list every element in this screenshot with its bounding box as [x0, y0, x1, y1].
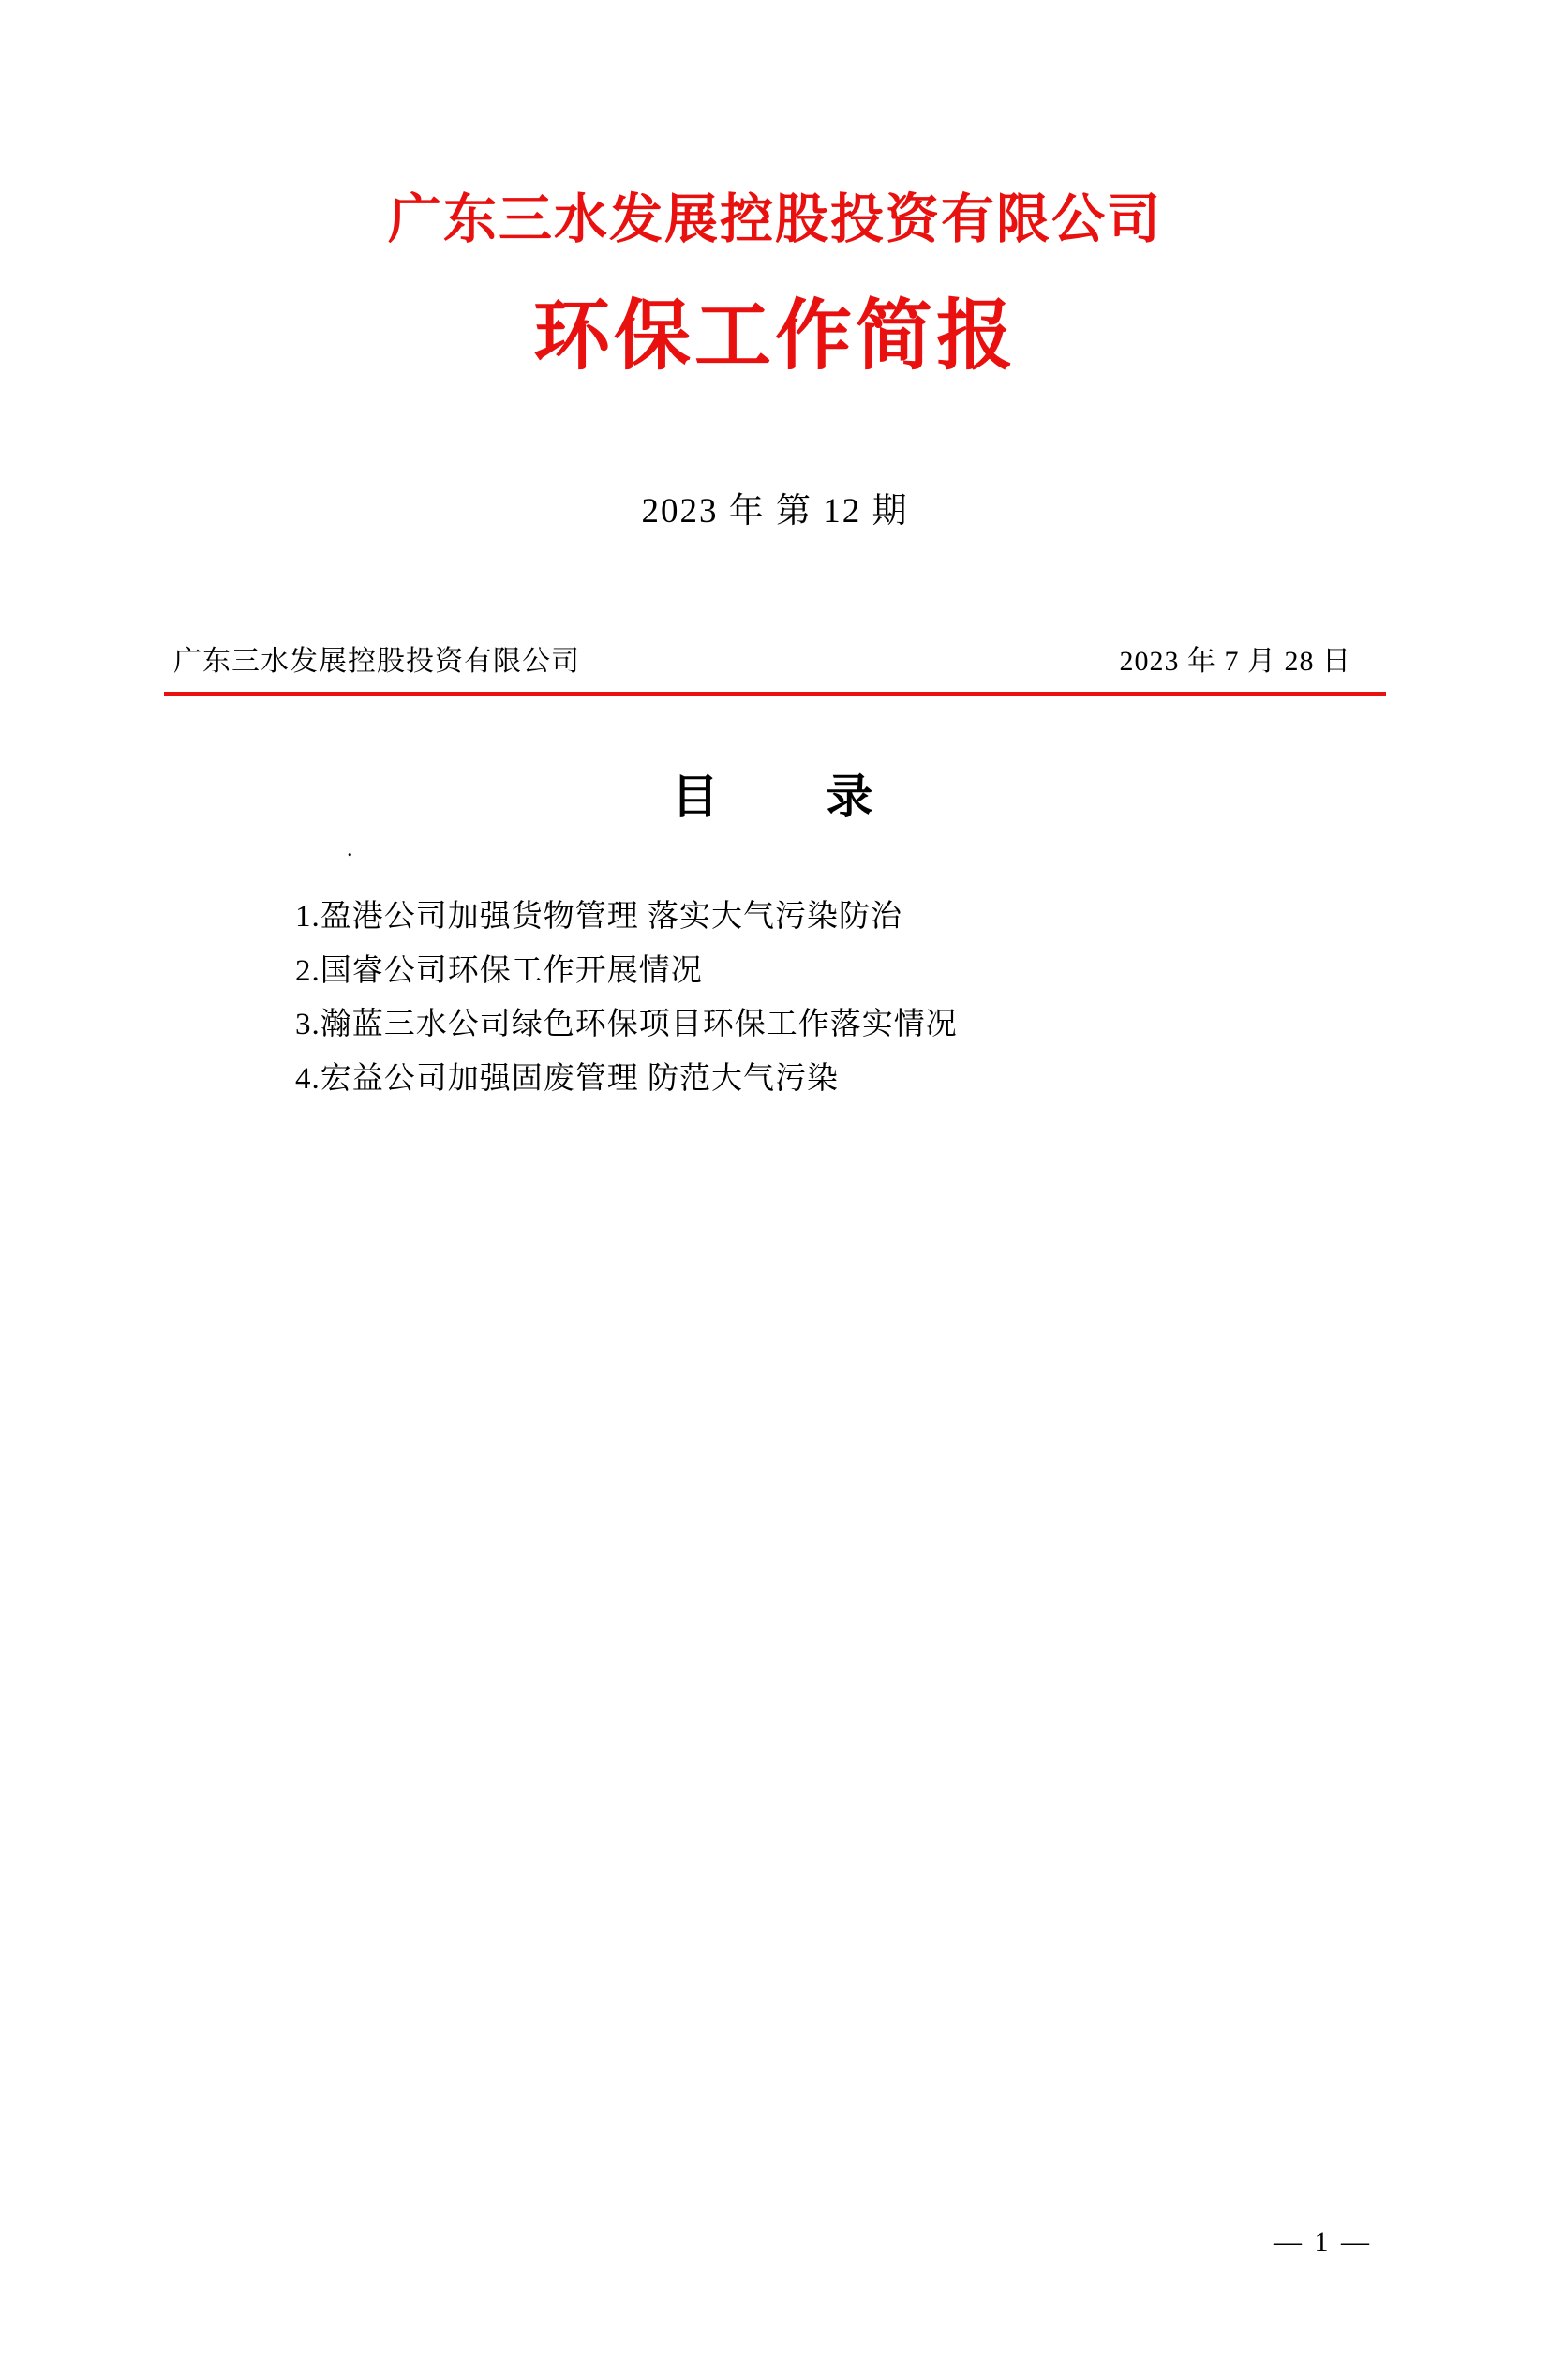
table-of-contents-heading — [164, 759, 1386, 827]
list-item[interactable]: 1.盈港公司加强货物管理 落实大气污染防治 — [295, 899, 902, 934]
stray-dot-mark: . — [347, 833, 353, 861]
red-divider-rule — [164, 692, 1386, 696]
list-item[interactable]: 3.瀚蓝三水公司绿色环保项目环保工作落实情况 — [295, 1008, 958, 1042]
document-page — [0, 187, 1550, 2380]
list-item[interactable]: 2.国睿公司环保工作开展情况 — [295, 953, 703, 988]
page-number: — 1 — — [1274, 2226, 1372, 2257]
toc-heading-char-left: 目 — [671, 768, 724, 824]
table-of-contents-list — [164, 891, 1386, 1107]
masthead-organization: 广东三水发展控股投资有限公司 — [388, 188, 1162, 250]
masthead-title: 环保工作简报 — [532, 292, 1017, 382]
document-meta-row — [164, 637, 1386, 679]
toc-heading-char-right: 录 — [826, 768, 879, 824]
meta-issuer: 广东三水发展控股投资有限公司 — [173, 645, 580, 677]
issue-line: 2023 年 第 12 期 — [641, 491, 909, 531]
meta-date: 2023 年 7 月 28 日 — [1119, 645, 1351, 677]
list-item[interactable]: 4.宏益公司加强固废管理 防范大气污染 — [295, 1062, 839, 1097]
